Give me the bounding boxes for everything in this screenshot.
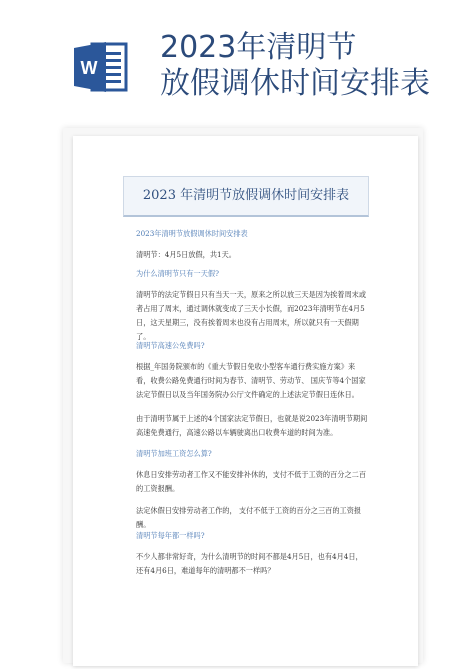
- section-heading: 2023年清明节放假调休时间安排表: [136, 229, 248, 238]
- document-title: 2023 年清明节放假调休时间安排表: [142, 188, 350, 203]
- banner-title: [160, 30, 430, 102]
- section-heading: 清明节加班工资怎么算?: [136, 449, 212, 458]
- paragraph: 清明节的法定节假日只有当天一天，原来之所以放三天是因为挨着周末或者占用了周末，通过调休就变成了三天小长假，而2023年清明节在4月5日，这天星期三，没有挨着周末也没有占用周末，所以就只有一天假期了。: [136, 290, 367, 341]
- paragraph: 根据_年国务院颁布的《重大节假日免收小型客车通行费实施方案》来看，收费公路免费通行时间为春节、清明节、劳动节、 国庆节等4个国家法定节假日以及当年国务院办公厅文件确定的上述法定节假日连休日。: [136, 362, 366, 399]
- paragraph: 不少人都非常好奇，为什么清明节的时间不都是4月5日，也有4月4日，还有4月6日，难道每年的清明都不一样吗？: [136, 552, 363, 575]
- paragraph: 由于清明节属于上述的4个国家法定节假日，也就是说2023年清明节期间高速免费通行，高速公路以车辆驶离出口收费车道的时间为准。: [136, 414, 368, 437]
- document-title-box: [123, 176, 369, 217]
- document-page: [73, 136, 418, 666]
- paragraph: 法定休假日安排劳动者工作的， 支付不低于工资的百分之三百的工资报酬。: [136, 506, 362, 529]
- paragraph: 休息日安排劳动者工作又不能安排补休的，支付不低于工资的百分之二百的工资报酬。: [136, 470, 367, 493]
- banner-title-line2: 放假调休时间安排表: [160, 66, 430, 101]
- paragraph: 清明节：4月5日放假，共1天。: [136, 250, 236, 259]
- word-icon: [72, 38, 130, 96]
- banner-title-line1: 2023年清明节: [160, 30, 357, 65]
- banner: [0, 0, 474, 118]
- svg-text:W: W: [80, 58, 98, 78]
- section-heading: 为什么清明节只有一天假?: [136, 269, 219, 278]
- section-heading: 清明节高速公免费吗?: [136, 341, 205, 350]
- section-heading: 清明节每年都一样吗?: [136, 531, 205, 540]
